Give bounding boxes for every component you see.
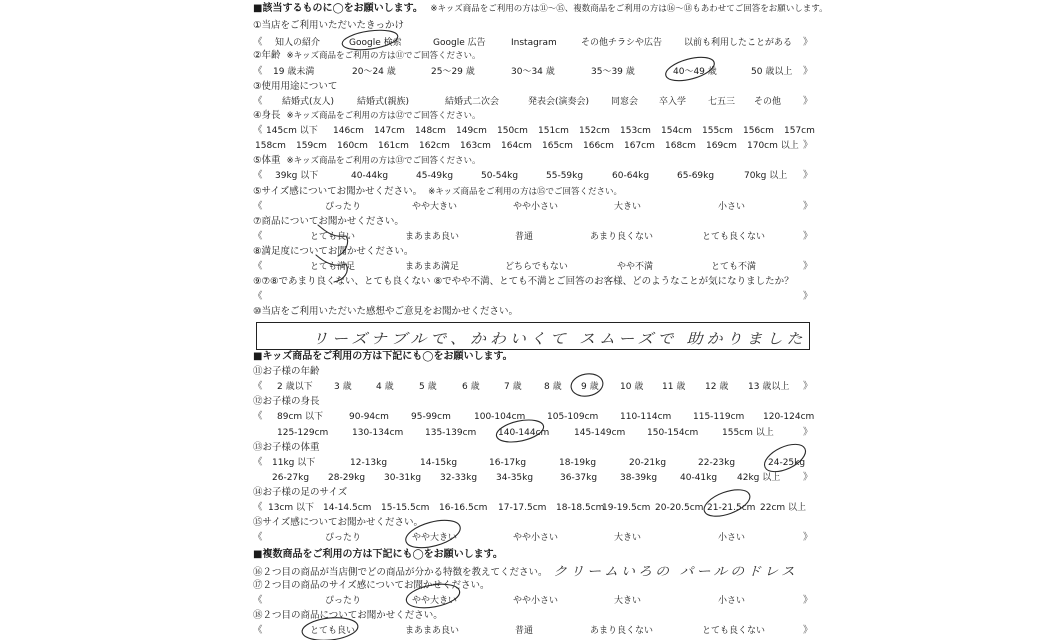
answer-option[interactable]: 12 歳 xyxy=(705,382,729,392)
question-text: ②年齢 xyxy=(253,50,281,61)
question-label xyxy=(253,246,413,258)
answer-option[interactable]: 162cm xyxy=(419,141,450,151)
kids-section-header: ■キッズ商品をご利用の方は下記にも◯をお願いします。 xyxy=(253,351,513,362)
question-label xyxy=(253,20,404,32)
answer-option[interactable]: 147cm xyxy=(374,126,405,136)
answer-option[interactable]: 大きい xyxy=(614,202,642,212)
answer-option[interactable]: あまり良くない xyxy=(590,232,654,242)
answer-option[interactable]: 20〜24 歳 xyxy=(352,67,396,77)
answer-option[interactable]: 39kg 以下 xyxy=(275,171,319,181)
question-text: ⑧満足度についてお聞かせください。 xyxy=(253,246,414,257)
answer-option[interactable]: やや大きい xyxy=(412,202,458,212)
bracket-close: 》 xyxy=(803,66,813,77)
bracket-open: 《 xyxy=(253,66,263,77)
question-text: ⑪お子様の年齢 xyxy=(253,366,320,377)
question-text: ⑯２つ目の商品が当店側でどの商品が分かる特徴を教えてください。 xyxy=(253,567,548,578)
bracket-close: 》 xyxy=(803,595,813,606)
answer-option[interactable]: 小さい xyxy=(718,533,746,543)
answer-option[interactable]: 15-15.5cm xyxy=(381,503,430,513)
bracket-close: 》 xyxy=(803,140,813,151)
answer-option[interactable]: 七五三 xyxy=(708,97,736,107)
answer-option[interactable]: Instagram xyxy=(511,38,557,48)
answer-option[interactable]: とても不満 xyxy=(711,262,757,272)
answer-option[interactable]: 38-39kg xyxy=(620,473,658,483)
bracket-open: 《 xyxy=(253,96,263,107)
answer-option[interactable]: 大きい xyxy=(614,533,642,543)
question-label xyxy=(253,442,320,454)
question-text: ⑤体重 xyxy=(253,155,281,166)
bracket-open: 《 xyxy=(253,502,263,513)
bracket-close: 》 xyxy=(803,472,813,483)
question-text: ⑨⑦⑧であまり良くない、とても良くない ⑧でやや不満、とても不満とご回答のお客様、どのようなことが気になりましたか？ xyxy=(253,276,794,287)
answer-option[interactable]: 100-104cm xyxy=(474,412,526,422)
answer-option[interactable]: 155cm xyxy=(702,126,733,136)
question-label xyxy=(253,396,320,408)
answer-option[interactable]: 26-27kg xyxy=(272,473,310,483)
answer-option[interactable]: 159cm xyxy=(296,141,327,151)
survey-header-text: ■該当するものに◯をお願いします。 xyxy=(253,3,423,14)
answer-option[interactable]: 164cm xyxy=(501,141,532,151)
answer-option[interactable]: 7 歳 xyxy=(504,382,522,392)
answer-option[interactable]: 120-124cm xyxy=(763,412,815,422)
answer-option[interactable]: 30〜34 歳 xyxy=(511,67,555,77)
question-label xyxy=(253,567,548,579)
answer-option[interactable]: まあまあ良い xyxy=(405,626,460,636)
bracket-close: 》 xyxy=(803,96,813,107)
answer-option[interactable]: やや大きい xyxy=(412,533,458,543)
bracket-close: 》 xyxy=(803,625,813,636)
answer-option[interactable]: 28-29kg xyxy=(328,473,366,483)
answer-option[interactable]: 115-119cm xyxy=(693,412,745,422)
answer-option[interactable]: やや小さい xyxy=(513,533,559,543)
bracket-close: 》 xyxy=(803,170,813,181)
answer-option[interactable]: 13cm 以下 xyxy=(268,503,315,513)
question-text: ④身長 xyxy=(253,110,281,121)
answer-option[interactable]: やや小さい xyxy=(513,202,559,212)
answer-option[interactable]: まあまあ満足 xyxy=(405,262,460,272)
answer-option[interactable]: 発表会(演奏会) xyxy=(528,97,590,107)
answer-option[interactable]: 19 歳未満 xyxy=(273,67,315,77)
bracket-close: 》 xyxy=(803,37,813,48)
answer-option[interactable]: 3 歳 xyxy=(334,382,352,392)
answer-option[interactable]: 55-59kg xyxy=(546,171,584,181)
answer-option[interactable]: 155cm 以上 xyxy=(722,428,774,438)
answer-option[interactable]: Google 広告 xyxy=(433,38,486,48)
answer-option[interactable]: ぴったり xyxy=(325,596,362,606)
answer-option[interactable]: 163cm xyxy=(460,141,491,151)
answer-option[interactable]: 25〜29 歳 xyxy=(431,67,475,77)
question-label xyxy=(253,580,490,592)
question-text: ⑫お子様の身長 xyxy=(253,396,320,407)
answer-option[interactable]: 130-134cm xyxy=(352,428,404,438)
answer-option[interactable]: 125-129cm xyxy=(277,428,329,438)
bracket-close: 》 xyxy=(803,231,813,242)
answer-option[interactable]: 166cm xyxy=(583,141,614,151)
question-text: ①当店をご利用いただいたきっかけ xyxy=(253,20,405,31)
question-label xyxy=(253,50,481,62)
answer-option[interactable]: 45-49kg xyxy=(416,171,454,181)
bracket-close: 》 xyxy=(803,201,813,212)
bracket-close: 》 xyxy=(803,532,813,543)
answer-option[interactable]: 2 歳以下 xyxy=(277,382,313,392)
question-text: ⑬お子様の体重 xyxy=(253,442,320,453)
answer-option[interactable]: 160cm xyxy=(337,141,368,151)
bracket-open: 《 xyxy=(253,231,263,242)
answer-option[interactable]: 168cm xyxy=(665,141,696,151)
answer-option[interactable]: 卒入学 xyxy=(659,97,687,107)
answer-option[interactable]: 145-149cm xyxy=(574,428,626,438)
answer-option[interactable]: 156cm xyxy=(743,126,774,136)
answer-option[interactable]: 89cm 以下 xyxy=(277,412,324,422)
question-label xyxy=(253,610,443,622)
answer-option[interactable]: 普通 xyxy=(515,232,534,242)
question-text: ⑩当店をご利用いただいた感想やご意見をお聞かせください。 xyxy=(253,306,519,317)
answer-option[interactable]: 14-15kg xyxy=(420,458,458,468)
answer-option[interactable]: あまり良くない xyxy=(590,626,654,636)
answer-option[interactable]: 65-69kg xyxy=(677,171,715,181)
answer-option[interactable]: 50-54kg xyxy=(481,171,519,181)
answer-option[interactable]: 普通 xyxy=(515,626,534,636)
question-label xyxy=(253,110,481,122)
answer-option[interactable]: 151cm xyxy=(538,126,569,136)
answer-option[interactable]: 12-13kg xyxy=(350,458,388,468)
answer-option[interactable]: 20-20.5cm xyxy=(655,503,704,513)
answer-option[interactable]: その他チラシや広告 xyxy=(581,38,663,48)
answer-option[interactable]: 169cm xyxy=(706,141,737,151)
bracket-open: 《 xyxy=(253,595,263,606)
bracket-open: 《 xyxy=(253,291,263,302)
bracket-open: 《 xyxy=(253,625,263,636)
answer-option[interactable]: 小さい xyxy=(718,596,746,606)
answer-option[interactable]: 17-17.5cm xyxy=(498,503,547,513)
answer-option[interactable]: どちらでもない xyxy=(505,262,568,272)
answer-option[interactable]: 以前も利用したことがある xyxy=(684,38,793,48)
answer-option[interactable]: 14-14.5cm xyxy=(323,503,372,513)
bracket-open: 《 xyxy=(253,411,263,422)
answer-option[interactable]: 105-109cm xyxy=(547,412,599,422)
answer-option[interactable]: 167cm xyxy=(624,141,655,151)
answer-option[interactable]: 35〜39 歳 xyxy=(591,67,635,77)
answer-option[interactable]: やや小さい xyxy=(513,596,559,606)
answer-option[interactable]: 50 歳以上 xyxy=(751,67,793,77)
answer-option[interactable]: とても良い xyxy=(310,232,356,242)
answer-option[interactable]: 8 歳 xyxy=(544,382,562,392)
answer-option[interactable]: 10 歳 xyxy=(620,382,644,392)
answer-option[interactable]: 40〜49 歳 xyxy=(673,67,717,77)
answer-option[interactable]: 22cm 以上 xyxy=(760,503,807,513)
answer-option[interactable]: 30-31kg xyxy=(384,473,422,483)
answer-option[interactable]: 149cm xyxy=(456,126,487,136)
answer-option[interactable]: 60-64kg xyxy=(612,171,650,181)
answer-option[interactable]: その他 xyxy=(754,97,782,107)
answer-option[interactable]: 6 歳 xyxy=(462,382,480,392)
bracket-open: 《 xyxy=(253,170,263,181)
answer-option[interactable]: 145cm 以下 xyxy=(266,126,318,136)
answer-option[interactable]: Google 検索 xyxy=(349,38,402,48)
answer-option[interactable]: やや不満 xyxy=(617,262,654,272)
answer-option[interactable]: 95-99cm xyxy=(411,412,451,422)
answer-option[interactable]: 20-21kg xyxy=(629,458,667,468)
question-text: ⑰２つ目の商品のサイズ感についてお聞かせください。 xyxy=(253,580,490,591)
answer-option[interactable]: 4 歳 xyxy=(376,382,394,392)
answer-option[interactable]: 153cm xyxy=(620,126,651,136)
answer-option[interactable]: 16-17kg xyxy=(489,458,527,468)
answer-option[interactable]: 大きい xyxy=(614,596,642,606)
bracket-close: 》 xyxy=(803,291,813,302)
bracket-open: 《 xyxy=(253,37,263,48)
answer-option[interactable]: 18-18.5cm xyxy=(556,503,605,513)
answer-option[interactable]: 11kg 以下 xyxy=(272,458,316,468)
answer-option[interactable]: ぴったり xyxy=(325,202,362,212)
answer-option[interactable]: 同窓会 xyxy=(611,97,639,107)
answer-option[interactable]: 170cm 以上 xyxy=(747,141,799,151)
answer-option[interactable]: 110-114cm xyxy=(620,412,672,422)
question-text: ⑦商品についてお聞かせください。 xyxy=(253,216,404,227)
bracket-close: 》 xyxy=(803,381,813,392)
answer-option[interactable]: やや大きい xyxy=(412,596,458,606)
answer-option[interactable]: ぴったり xyxy=(325,533,362,543)
answer-option[interactable]: 70kg 以上 xyxy=(744,171,788,181)
answer-option[interactable]: 42kg 以上 xyxy=(737,473,781,483)
answer-option[interactable]: 152cm xyxy=(579,126,610,136)
answer-option[interactable]: 150cm xyxy=(497,126,528,136)
answer-option[interactable]: 知人の紹介 xyxy=(275,38,321,48)
survey-header-note: ※キッズ商品をご利用の方は⑪〜⑮、複数商品をご利用の方は⑯〜⑱もあわせてご回答をお願いします。 xyxy=(430,4,828,14)
question-label xyxy=(253,306,518,318)
answer-option[interactable]: 150-154cm xyxy=(647,428,699,438)
answer-option[interactable]: 36-37kg xyxy=(560,473,598,483)
answer-option[interactable]: 結婚式二次会 xyxy=(445,97,500,107)
question-label xyxy=(253,186,622,198)
answer-option[interactable]: 結婚式(友人) xyxy=(282,97,335,107)
question-note: ※キッズ商品をご利用の方は⑮でご回答ください。 xyxy=(428,187,623,197)
bracket-open: 《 xyxy=(253,261,263,272)
answer-option[interactable]: 16-16.5cm xyxy=(439,503,488,513)
bracket-open: 《 xyxy=(253,457,263,468)
answer-option[interactable]: 165cm xyxy=(542,141,573,151)
answer-option[interactable]: 154cm xyxy=(661,126,692,136)
answer-option[interactable]: 148cm xyxy=(415,126,446,136)
answer-option[interactable]: 9 歳 xyxy=(581,382,599,392)
bracket-close: 》 xyxy=(803,427,813,438)
survey-header xyxy=(253,3,828,15)
bracket-open: 《 xyxy=(253,381,263,392)
question-text: ⑮サイズ感についてお聞かせください。 xyxy=(253,517,424,528)
answer-option[interactable]: 135-139cm xyxy=(425,428,477,438)
answer-option[interactable]: 140-144cm xyxy=(498,428,550,438)
answer-option[interactable]: 22-23kg xyxy=(698,458,736,468)
answer-option[interactable]: 13 歳以上 xyxy=(748,382,790,392)
answer-option[interactable]: 32-33kg xyxy=(440,473,478,483)
bracket-close: 》 xyxy=(803,261,813,272)
bracket-open: 《 xyxy=(253,201,263,212)
bracket-open: 《 xyxy=(253,125,263,136)
question-label xyxy=(253,155,481,167)
answer-option[interactable]: 157cm xyxy=(784,126,815,136)
question-note: ※キッズ商品をご利用の方は⑬でご回答ください。 xyxy=(286,156,481,166)
question-label xyxy=(253,487,347,499)
question-label xyxy=(253,81,337,93)
answer-option[interactable]: とても満足 xyxy=(310,262,356,272)
answer-option[interactable]: 21-21.5cm xyxy=(707,503,756,513)
question-label xyxy=(253,216,404,228)
question-text: ⑭お子様の足のサイズ xyxy=(253,487,348,498)
answer-option[interactable]: 小さい xyxy=(718,202,746,212)
answer-option[interactable]: とても良くない xyxy=(702,232,766,242)
multi-section-header: ■複数商品をご利用の方は下記にも◯をお願いします。 xyxy=(253,549,503,560)
answer-option[interactable]: 結婚式(親族) xyxy=(357,97,410,107)
question-text: ⑤サイズ感についてお聞かせください。 xyxy=(253,186,423,197)
question-label xyxy=(253,366,320,378)
handwritten-item-description: クリームいろの パールのドレス xyxy=(553,564,798,580)
answer-option[interactable]: 90-94cm xyxy=(349,412,389,422)
answer-option[interactable]: 40-44kg xyxy=(351,171,389,181)
handwritten-comment: リーズナブルで、かわいくて スムーズで 助かりました xyxy=(312,329,807,347)
answer-option[interactable]: まあまあ良い xyxy=(405,232,460,242)
question-note: ※キッズ商品をご利用の方は⑪でご回答ください。 xyxy=(286,51,481,61)
answer-option[interactable]: とても良い xyxy=(310,626,356,636)
answer-option[interactable]: 34-35kg xyxy=(496,473,534,483)
answer-option[interactable]: 5 歳 xyxy=(419,382,437,392)
bracket-open: 《 xyxy=(253,532,263,543)
answer-option[interactable]: 18-19kg xyxy=(559,458,597,468)
answer-option[interactable]: 158cm xyxy=(255,141,286,151)
answer-option[interactable]: 161cm xyxy=(378,141,409,151)
question-note: ※キッズ商品をご利用の方は⑫でご回答ください。 xyxy=(286,111,481,121)
answer-option[interactable]: 40-41kg xyxy=(680,473,718,483)
answer-option[interactable]: 146cm xyxy=(333,126,364,136)
answer-option[interactable]: とても良くない xyxy=(702,626,766,636)
answer-option[interactable]: 11 歳 xyxy=(662,382,686,392)
question-text: ③使用用途について xyxy=(253,81,338,92)
question-label xyxy=(253,517,423,529)
question-text: ⑱２つ目の商品についてお聞かせください。 xyxy=(253,610,443,621)
answer-option[interactable]: 24-25kg xyxy=(768,458,806,468)
question-label xyxy=(253,276,794,288)
answer-option[interactable]: 19-19.5cm xyxy=(602,503,651,513)
